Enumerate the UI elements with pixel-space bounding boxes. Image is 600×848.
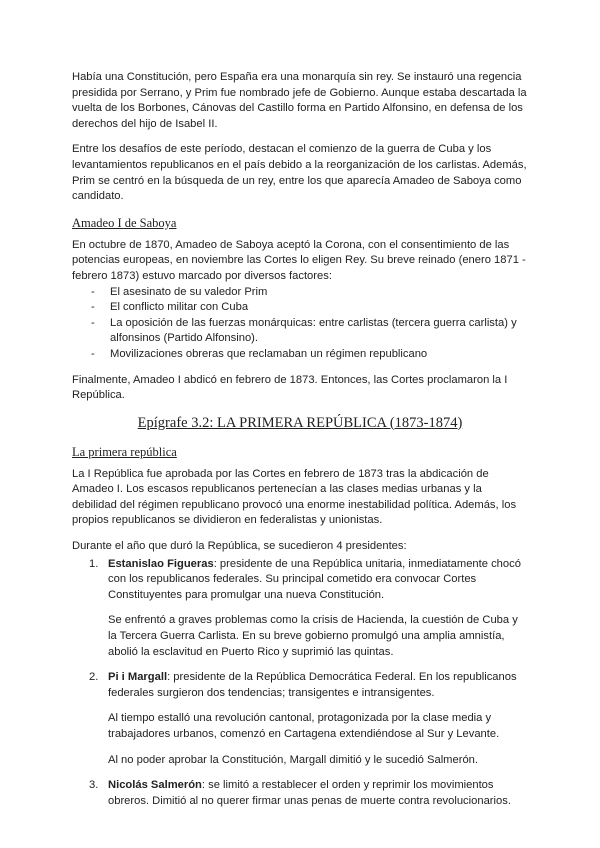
intro-paragraph-2: Entre los desafíos de este período, destacan el comienzo de la guerra de Cuba y los levantamientos republicanos en el país debido a la reorganización de los carlistas. Además, Prim se centró en la búsqueda de un rey, entre los que aparecía Amadeo de Saboya como candidato. <box>72 143 527 203</box>
president-name: Pi i Margall <box>108 671 168 684</box>
list-number: 2. <box>89 671 99 684</box>
republica-heading: La primera república <box>72 444 177 459</box>
list-item: - Movilizaciones obreras que reclamaban un régimen republicano <box>72 347 528 363</box>
president-item-margall <box>72 670 528 768</box>
epigrafe-title: Epígrafe 3.2: LA PRIMERA REPÚBLICA (1873-1874) <box>137 414 463 431</box>
president-item-figueras <box>72 557 528 661</box>
president-item-salmeron <box>72 778 528 809</box>
amadeo-paragraph-2: Finalmente, Amadeo I abdicó en febrero de 1873. Entonces, las Cortes proclamaron la I República. <box>72 373 508 402</box>
president-description: Pi i Margall: presidente de la República Democrática Federal. En los republicanos federales surgieron dos tendencias; transigentes e intransigentes. <box>108 671 517 699</box>
president-name: Estanislao Figueras <box>108 557 214 570</box>
amadeo-paragraph-1: En octubre de 1870, Amadeo de Saboya aceptó la Corona, con el consentimiento de las potencias europeas, en noviembre las Cortes lo eligen Rey. Su breve reinado (enero 1871 - febrero 1873) estuvo marcado por diversos factores: <box>72 238 526 282</box>
document-page <box>72 70 528 819</box>
president-description: Nicolás Salmerón: se limitó a restablecer el orden y reprimir los movimientos obreros. Dimitió al no querer firmar unas penas de muerte contra revolucionarios. <box>108 779 511 807</box>
republica-paragraph-2: Durante el año que duró la República, se sucedieron 4 presidentes: <box>72 540 407 553</box>
list-number: 3. <box>89 779 99 792</box>
list-number: 1. <box>89 557 99 570</box>
intro-paragraph-1: Había una Constitución, pero España era una monarquía sin rey. Se instauró una regencia presidida por Serrano, y Prim fue nombrado jefe de Gobierno. Aunque estaba descartada la vuelta de los Borbones, Cánovas del Castillo forma en Partido Alfonsino, en defensa de los derechos del hijo de Isabel II. <box>72 71 527 130</box>
president-description: Estanislao Figueras: presidente de una República unitaria, inmediatamente chocó con los republicanos federales. Su principal cometido era convocar Cortes Constituyentes para promulgar una nueva Constitución. <box>108 557 521 601</box>
amadeo-heading: Amadeo I de Saboya <box>72 215 177 230</box>
dash-marker: - <box>91 285 95 298</box>
president-name: Nicolás Salmerón <box>108 779 202 792</box>
dash-marker: - <box>91 301 95 314</box>
republica-paragraph-1: La I República fue aprobada por las Cortes en febrero de 1873 tras la abdicación de Amadeo I. Los escasos republicanos pertenecían a las clases medias urbanas y la debilidad del régimen republicano provocó una enorme inestabilidad política. Además, los propios republicanos se dividieron en federalistas y unionistas. <box>72 467 517 527</box>
amadeo-factors-list <box>72 285 528 363</box>
presidents-list <box>72 557 528 810</box>
list-item: - El asesinato de su valedor Prim <box>72 285 528 301</box>
list-item: - El conflicto militar con Cuba <box>72 300 528 316</box>
president-extra-paragraph: Al no poder aprobar la Constitución, Margall dimitió y le sucedió Salmerón. <box>108 753 478 766</box>
president-extra-paragraph: Al tiempo estalló una revolución cantonal, protagonizada por la clase media y trabajadores urbanos, comenzó en Cartagena extendiéndose al Sur y Levante. <box>108 712 500 740</box>
president-extra-paragraph: Se enfrentó a graves problemas como la crisis de Hacienda, la cuestión de Cuba y la Tercera Guerra Carlista. En su breve gobierno promulgó una amplia amnistía, abolió la esclavitud en Puerto Rico y suprimió las quintas. <box>108 614 518 658</box>
list-item: - La oposición de las fuerzas monárquicas: entre carlistas (tercera guerra carlista) y alfonsinos (Partido Alfonsino). <box>91 316 517 345</box>
dash-marker: - <box>91 347 95 360</box>
dash-marker: - <box>91 316 95 329</box>
